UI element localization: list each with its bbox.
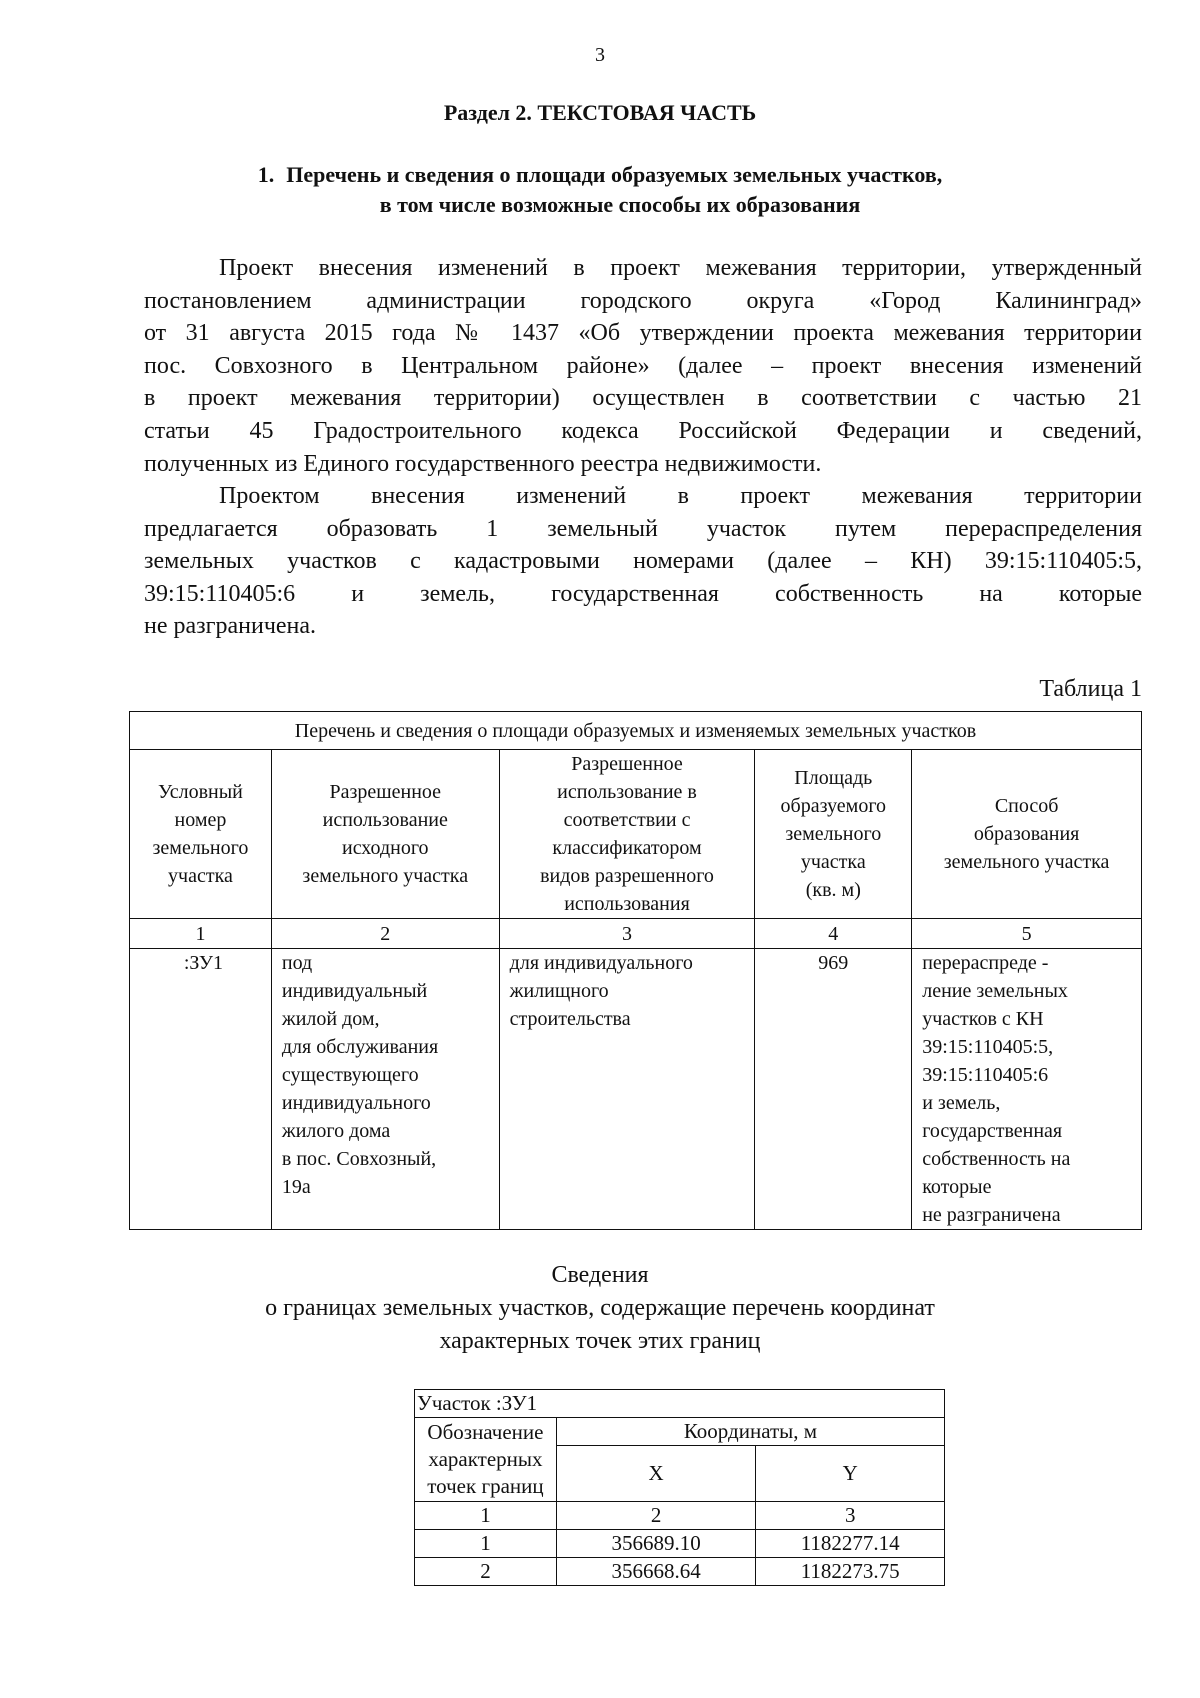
table-1-header-cell: Площадь образуемого земельного участка (кв. м) [755, 750, 912, 919]
paragraph-1-line: в проект межевания территории) осуществлен в соответствии с частью 21 [144, 385, 1142, 412]
table-2-coordinates [414, 1389, 945, 1586]
heading [0, 160, 1200, 220]
table-2-plot-label: Участок :ЗУ1 [415, 1390, 945, 1418]
table-1-header-cell: Условный номер земельного участка [130, 750, 272, 919]
table-2-x-header: X [556, 1446, 756, 1502]
table-1-column-number: 1 [130, 919, 272, 949]
table-1-area-cell: 969 [755, 949, 912, 1230]
paragraph-2-line: предлагается образовать 1 земельный участок путем перераспределения [144, 515, 1142, 542]
paragraph-1-line: Проект внесения изменений в проект межевания территории, утвержденный [219, 255, 1142, 281]
table-1-header-cell: Разрешенное использование исходного земельного участка [271, 750, 499, 919]
paragraph-1-line: полученных из Единого государственного реестра недвижимости. [144, 450, 822, 477]
table-1 [129, 711, 1142, 1230]
table-1-caption: Таблица 1 [1039, 676, 1142, 702]
table-1-plot-cell: :ЗУ1 [130, 949, 272, 1230]
table-1-header-cell: Способ образования земельного участка [912, 750, 1142, 919]
table-2-column-number: 3 [756, 1502, 945, 1530]
table-1-column-number: 3 [499, 919, 755, 949]
paragraph-2-line: Проектом внесения изменений в проект межевания территории [219, 483, 1142, 509]
table-1-source-use-cell: под индивидуальный жилой дом, для обслуживания существующего индивидуального жилого дома в пос. Совхозный, 19а [271, 949, 499, 1230]
info-title-line: Сведения [551, 1262, 649, 1288]
table-1-classified-use-cell: для индивидуального жилищного строительства [499, 949, 755, 1230]
heading-number: 1. [257, 162, 275, 187]
table-2-y: 1182273.75 [756, 1558, 945, 1586]
page-number: 3 [595, 44, 605, 66]
paragraph-1 [144, 252, 1142, 480]
table-2-column-number: 2 [556, 1502, 756, 1530]
table-2-column-number: 1 [415, 1502, 557, 1530]
info-title-line: о границах земельных участков, содержащие перечень координат [265, 1295, 935, 1321]
table-2-y-header: Y [756, 1446, 945, 1502]
paragraph-1-line: постановлением администрации городского округа «Город Калининград» [144, 287, 1142, 314]
paragraph-1-line: пос. Совхозного в Центральном районе» (далее – проект внесения изменений [144, 352, 1142, 379]
paragraph-2-line: не разграничена. [144, 613, 317, 640]
info-title-line: характерных точек этих границ [439, 1328, 761, 1354]
table-2-x: 356689.10 [556, 1530, 756, 1558]
heading-line-2: в том числе возможные способы их образования [379, 192, 861, 217]
table-2-coords-header: Координаты, м [556, 1418, 944, 1446]
table-1-column-number: 4 [755, 919, 912, 949]
table-1-column-number: 2 [271, 919, 499, 949]
table-2-point-header: Обозначение характерных точек границ [415, 1418, 557, 1502]
table-2-point: 2 [415, 1558, 557, 1586]
heading-line-1-text: Перечень и сведения о площади образуемых земельных участков, [286, 162, 943, 187]
table-row [130, 949, 1142, 1230]
table-2-y: 1182277.14 [756, 1530, 945, 1558]
table-1-column-number: 5 [912, 919, 1142, 949]
table-2-x: 356668.64 [556, 1558, 756, 1586]
paragraph-1-line: от 31 августа 2015 года № 1437 «Об утверждении проекта межевания территории [144, 320, 1142, 347]
section-title: Раздел 2. ТЕКСТОВАЯ ЧАСТЬ [443, 100, 757, 125]
table-row [415, 1530, 945, 1558]
heading-line-1 [0, 160, 1200, 190]
coordinates-info-title [0, 1259, 1200, 1358]
table-row [415, 1558, 945, 1586]
table-1-header-cell: Разрешенное использование в соответствии с классификатором видов разрешенного использования [499, 750, 755, 919]
paragraph-2-line: земельных участков с кадастровыми номерами (далее – КН) 39:15:110405:5, [144, 548, 1142, 575]
paragraph-1-line: статьи 45 Градостроительного кодекса Российской Федерации и сведений, [144, 417, 1142, 444]
paragraph-2 [144, 480, 1142, 643]
table-2-point: 1 [415, 1530, 557, 1558]
table-1-title: Перечень и сведения о площади образуемых и изменяемых земельных участков [130, 712, 1142, 750]
paragraph-2-line: 39:15:110405:6 и земель, государственная собственность на которые [144, 580, 1142, 607]
table-1-method-cell: перераспреде - ление земельных участков с КН 39:15:110405:5, 39:15:110405:6 и земель, государственная собственность на которые не разграничена [912, 949, 1142, 1230]
